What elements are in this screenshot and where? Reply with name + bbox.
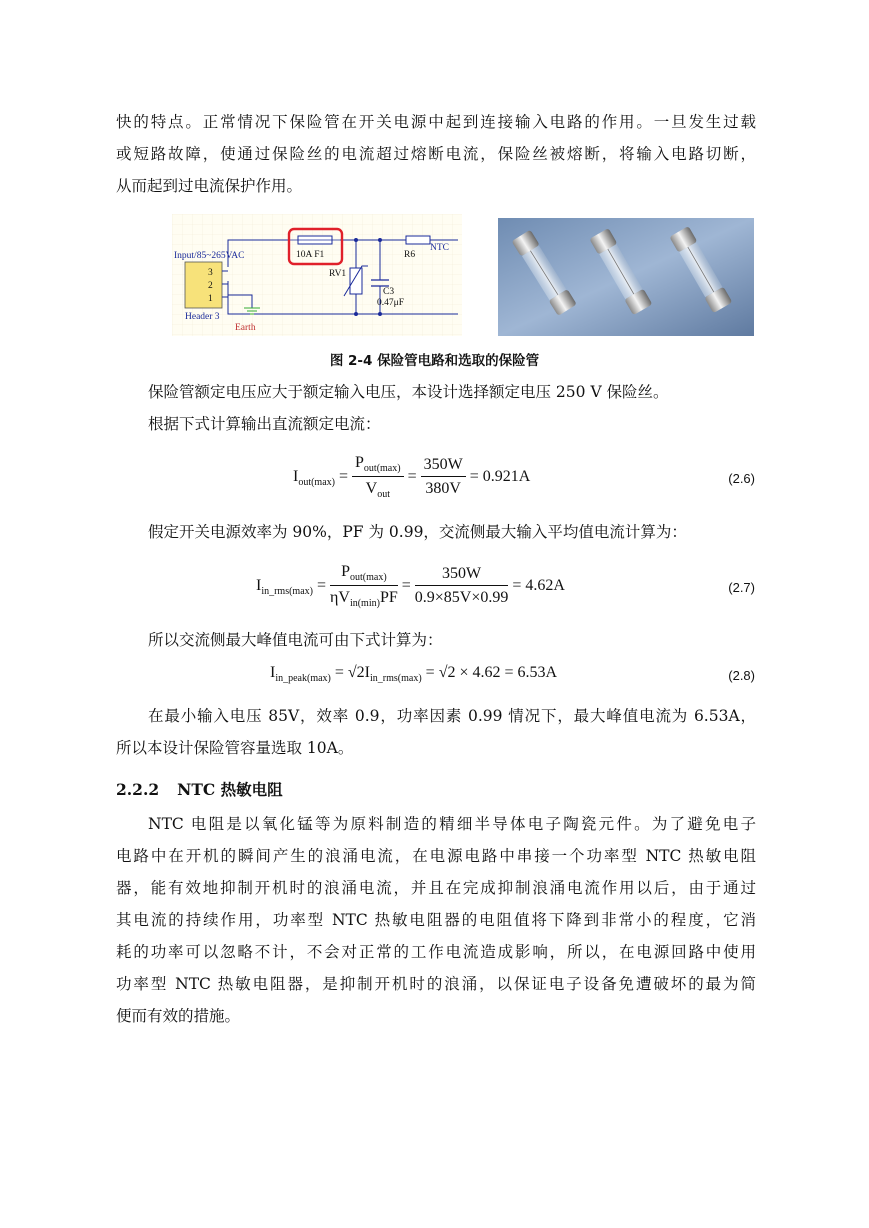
paragraph-efficiency: 假定开关电源效率为 90%，PF 为 0.99，交流侧最大输入平均值电流计算为：: [148, 523, 687, 541]
ntc-line-2: 电路中在开机的瞬间产生的浪涌电流，在电源电路中串接一个功率型 NTC 热敏电阻: [116, 847, 756, 865]
fuse-circuit-diagram: [172, 214, 462, 336]
section-heading: 2.2.2 NTC 热敏电阻: [116, 780, 283, 799]
fuse-photo: [498, 218, 754, 336]
header-pin-2: 2: [208, 281, 213, 291]
earth-label: Earth: [235, 323, 256, 333]
equation-number-2-6: (2.6): [728, 471, 755, 486]
r6-label: R6: [404, 250, 416, 260]
conclusion-line-2: 所以本设计保险管容量选取 10A。: [116, 739, 354, 757]
equation-number-2-8: (2.8): [728, 668, 755, 683]
figure-caption: 图 2-4 保险管电路和选取的保险管: [329, 353, 540, 369]
rv1-label: RV1: [329, 269, 347, 279]
c3-value: 0.47μF: [377, 298, 405, 308]
fuse-label: 10A F1: [296, 250, 325, 260]
equation-2-6: $I_{out(max)}$ = $\frac{P_{out(max)}}{V_{out}}$ = $\frac{350W}{380V}$ = 0.921A: [293, 454, 531, 501]
equation-number-2-7: (2.7): [728, 580, 755, 595]
ntc-line-7: 便而有效的措施。: [116, 1007, 241, 1025]
conclusion-line-1: 在最小输入电压 85V，效率 0.9，功率因素 0.99 情况下，最大峰值电流为 6.53A，: [148, 707, 756, 725]
ntc-line-3: 器，能有效地抑制开机时的浪涌电流，并且在完成抑制浪涌电流作用以后，由于通过: [116, 879, 756, 897]
equation-2-7: $I_{in\_rms(max)}$ = $\frac{P_{out(max)}}{\eta V_{in(min)}PF}$ = $\frac{350W}{0.9\times 85V\times 0.99}$ = 4.62A: [256, 563, 565, 610]
equation-2-8: $I_{in\_peak(max)} = √2I_{in\_rms(max)} = √2 \times 4.62 = 6.53A$: [270, 664, 558, 685]
ntc-line-6: 功率型 NTC 热敏电阻器，是抑制开机时的浪涌，以保证电子设备免遭破坏的最为简: [116, 975, 756, 993]
ntc-line-1: NTC 电阻是以氧化锰等为原料制造的精细半导体电子陶瓷元件。为了避免电子: [148, 815, 756, 833]
intro-line-2: 或短路故障，使通过保险丝的电流超过熔断电流，保险丝被熔断，将输入电路切断，: [116, 145, 756, 163]
c3-label: C3: [383, 287, 395, 297]
ntc-label: NTC: [430, 243, 449, 253]
paragraph-peak-intro: 所以交流侧最大峰值电流可由下式计算为：: [148, 631, 443, 649]
header-pin-3: 3: [208, 268, 213, 278]
header-pin-1: 1: [208, 294, 213, 304]
paragraph-fuse-voltage: 保险管额定电压应大于额定输入电压，本设计选择额定电压 250 V 保险丝。: [148, 383, 669, 401]
header-label: Header 3: [185, 312, 220, 322]
paragraph-calc-intro: 根据下式计算输出直流额定电流：: [148, 415, 381, 433]
intro-line-1: 快的特点。正常情况下保险管在开关电源中起到连接输入电路的作用。一旦发生过载: [116, 113, 756, 131]
ntc-line-4: 其电流的持续作用，功率型 NTC 热敏电阻器的电阻值将下降到非常小的程度，它消: [116, 911, 756, 929]
input-voltage-label: Input/85~265VAC: [174, 251, 245, 261]
intro-line-3: 从而起到过电流保护作用。: [116, 177, 303, 195]
ntc-line-5: 耗的功率可以忽略不计，不会对正常的工作电流造成影响，所以，在电源回路中使用: [116, 943, 756, 961]
